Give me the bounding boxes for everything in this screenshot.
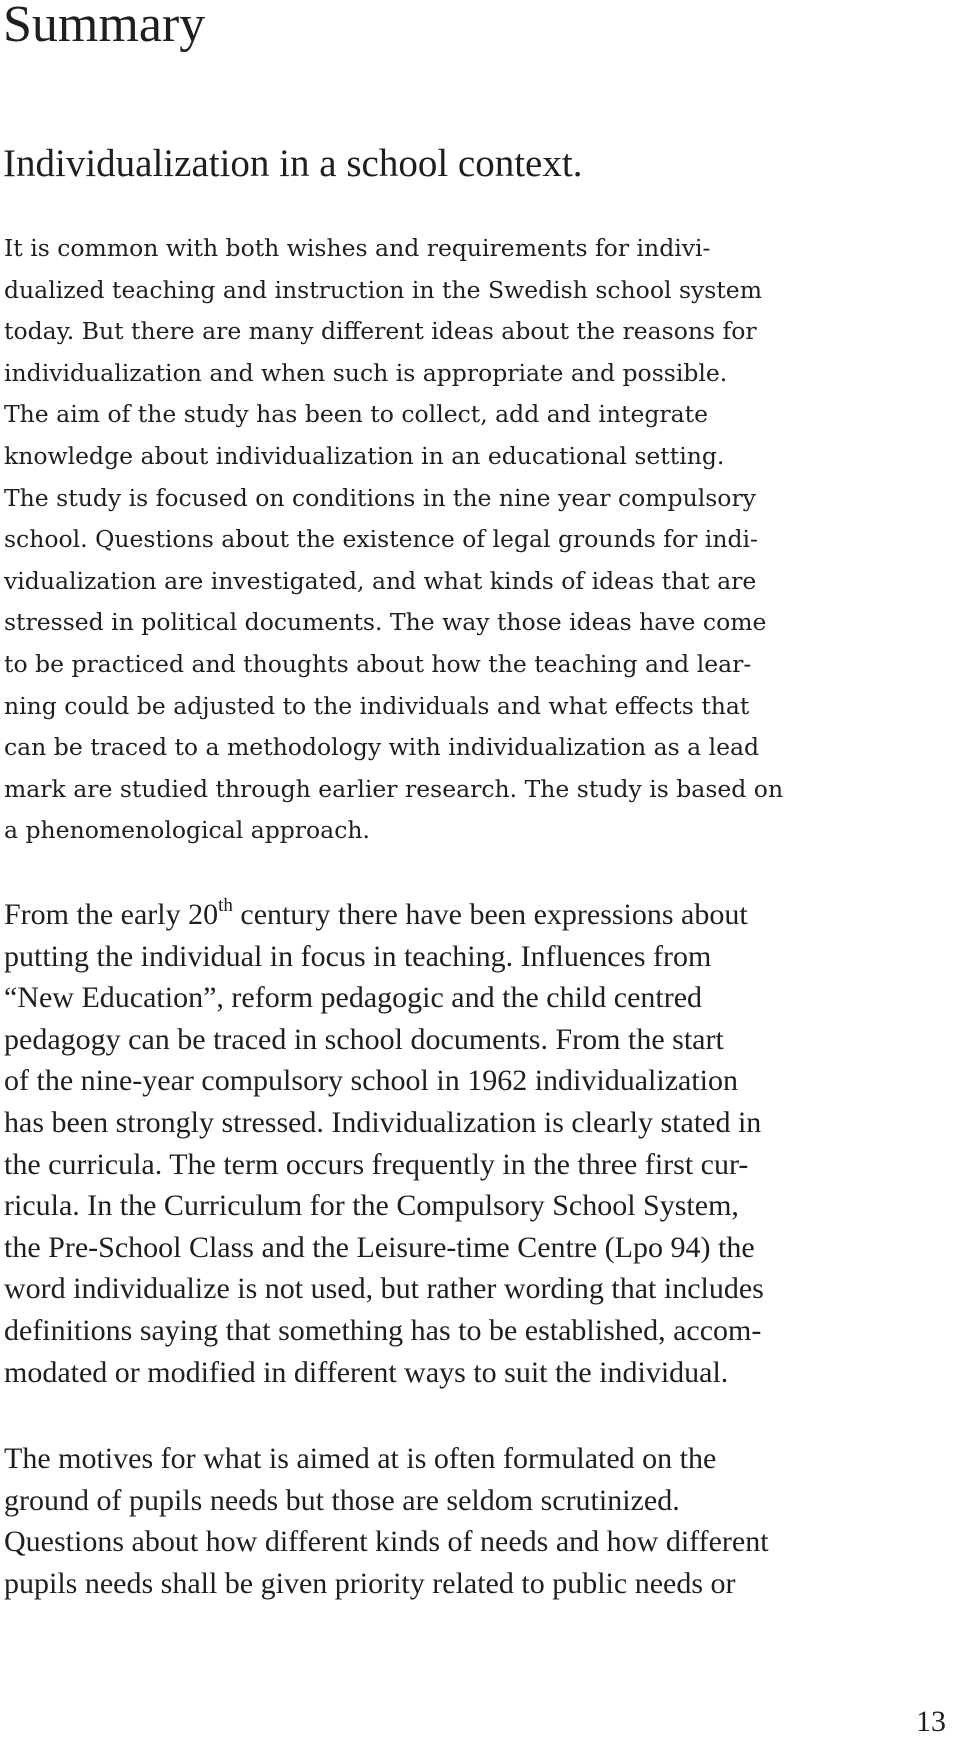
paragraph-line: has been strongly stressed. Individualization is clearly stated in (4, 1105, 762, 1139)
paragraph-1 (4, 228, 956, 852)
paragraph-line: The motives for what is aimed at is often formulated on the (4, 1442, 717, 1475)
paragraph-line: The aim of the study has been to collect, add and integrate (4, 400, 709, 429)
paragraph-line: ground of pupils needs but those are seldom scrutinized. (4, 1483, 680, 1517)
paragraph-line: ning could be adjusted to the individuals and what effects that (4, 691, 750, 720)
paragraph-line: “New Education”, reform pedagogic and the child centred (4, 981, 703, 1015)
paragraph-line: The study is focused on conditions in the nine year compulsory (4, 483, 756, 512)
paragraph-line (4, 894, 956, 936)
page-number: 13 (916, 1705, 946, 1738)
paragraph-line: the Pre-School Class and the Leisure-time Centre (Lpo 94) the (4, 1230, 755, 1264)
paragraph-line: a phenomenological approach. (4, 816, 370, 845)
paragraph-line: of the nine-year compulsory school in 1962 individualization (4, 1064, 739, 1098)
line-text: century there have been expressions about (232, 898, 748, 931)
paragraph-line: the curricula. The term occurs frequently in the three first cur- (4, 1147, 749, 1181)
paragraph-line: Questions about how different kinds of needs and how different (4, 1525, 769, 1559)
paragraph-line: modated or modified in different ways to suit the individual. (4, 1355, 729, 1389)
line-text: From the early 20 (4, 898, 219, 931)
paragraph-line: mark are studied through earlier research. The study is based on (4, 774, 784, 803)
paragraph-line: school. Questions about the existence of legal grounds for indi- (4, 525, 758, 554)
paragraph-line: knowledge about individualization in an educational setting. (4, 441, 725, 470)
paragraph-line: dualized teaching and instruction in the Swedish school system (4, 275, 762, 304)
paragraph-line: putting the individual in focus in teaching. Influences from (4, 939, 712, 973)
ordinal-superscript: th (218, 895, 233, 916)
paragraph-line: individualization and when such is appropriate and possible. (4, 358, 728, 387)
paragraph-2 (4, 894, 956, 1393)
paragraph-line: today. But there are many different ideas about the reasons for (4, 317, 757, 346)
paragraph-line: to be practiced and thoughts about how the teaching and lear- (4, 649, 752, 678)
paragraph-line: stressed in political documents. The way those ideas have come (4, 608, 767, 637)
paragraph-line: ricula. In the Curriculum for the Compulsory School System, (4, 1189, 739, 1223)
paragraph-line: pedagogy can be traced in school documents. From the start (4, 1022, 724, 1056)
paragraph-line: It is common with both wishes and requirements for indivi- (4, 234, 711, 262)
paragraph-3 (4, 1438, 956, 1604)
paragraph-line: definitions saying that something has to be established, accom- (4, 1313, 762, 1347)
paragraph-line: vidualization are investigated, and what kinds of ideas that are (4, 566, 757, 595)
section-subtitle: Individualization in a school context. (3, 142, 583, 185)
page-title: Summary (3, 0, 206, 53)
paragraph-line: word individualize is not used, but rather wording that includes (4, 1272, 764, 1306)
paragraph-line: pupils needs shall be given priority related to public needs or (4, 1566, 736, 1600)
paragraph-line: can be traced to a methodology with individualization as a lead (4, 733, 760, 762)
